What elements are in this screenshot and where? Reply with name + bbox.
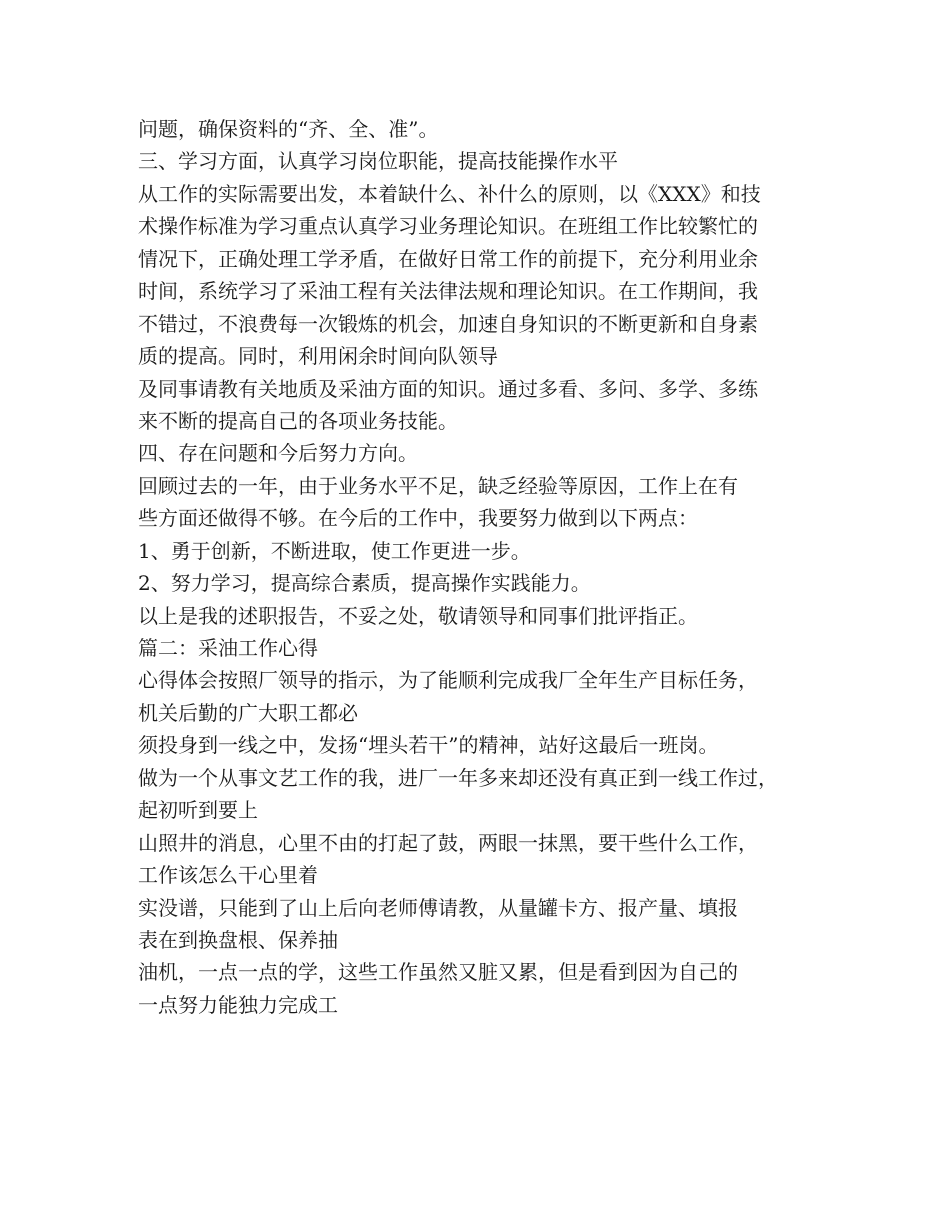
text-line: 不错过，不浪费每一次锻炼的机会，加速自身知识的不断更新和自身素 [138,311,758,336]
text-line: 情况下，正确处理工学矛盾，在做好日常工作的前提下，充分利用业余 [138,246,758,271]
text-line: 问题，确保资料的“齐、全、准”。 [138,117,439,141]
document-body [138,113,838,1021]
text-line: 表在到换盘根、保养抽 [138,927,338,952]
text-line: 术操作标准为学习重点认真学习业务理论知识。在班组工作比较繁忙的 [138,214,758,239]
text-line: 些方面还做得不够。在今后的工作中，我要努力做到以下两点： [138,506,698,531]
text-line: 及同事请教有关地质及采油方面的知识。通过多看、多问、多学、多练 [138,376,758,401]
text-line: 一点努力能独力完成工 [138,992,338,1017]
text-line: 从工作的实际需要出发，本着缺什么、补什么的原则，以《XXX》和技 [138,181,761,206]
text-line: 时间，系统学习了采油工程有关法律法规和理论知识。在工作期间，我 [138,279,758,304]
text-line: 油机，一点一点的学，这些工作虽然又脏又累，但是看到因为自己的 [138,960,738,985]
chapter-title: 篇二：采油工作心得 [138,636,318,660]
text-line: 山照井的消息，心里不由的打起了鼓，两眼一抹黑，要干些什么工作， [138,830,758,855]
text-line: 回顾过去的一年，由于业务水平不足，缺乏经验等原因，工作上在有 [138,473,738,498]
text-line: 机关后勤的广大职工都必 [138,700,358,725]
text-line: 工作该怎么干心里着 [138,863,318,888]
section-heading-study: 三、学习方面，认真学习岗位职能，提高技能操作水平 [138,149,618,174]
text-line: 做为一个从事文艺工作的我，进厂一年多来却还没有真正到一线工作过， [138,765,778,790]
text-line: 以上是我的述职报告，不妥之处，敬请领导和同事们批评指正。 [138,603,698,628]
list-item: 1、勇于创新，不断进取，使工作更进一步。 [138,538,531,563]
section-heading-problems: 四、存在问题和今后努力方向。 [138,441,418,466]
text-line: 质的提高。同时，利用闲余时间向队领导 [138,344,498,369]
text-line: 须投身到一线之中，发扬“埋头若干”的精神，站好这最后一班岗。 [138,733,719,758]
text-line: 起初听到要上 [138,798,258,823]
list-item: 2、努力学习，提高综合素质，提高操作实践能力。 [138,571,591,596]
text-line: 实没谱，只能到了山上后向老师傅请教，从量罐卡方、报产量、填报 [138,895,738,920]
text-line: 心得体会按照厂领导的指示，为了能顺利完成我厂全年生产目标任务， [138,668,758,693]
text-line: 来不断的提高自己的各项业务技能。 [138,408,458,433]
